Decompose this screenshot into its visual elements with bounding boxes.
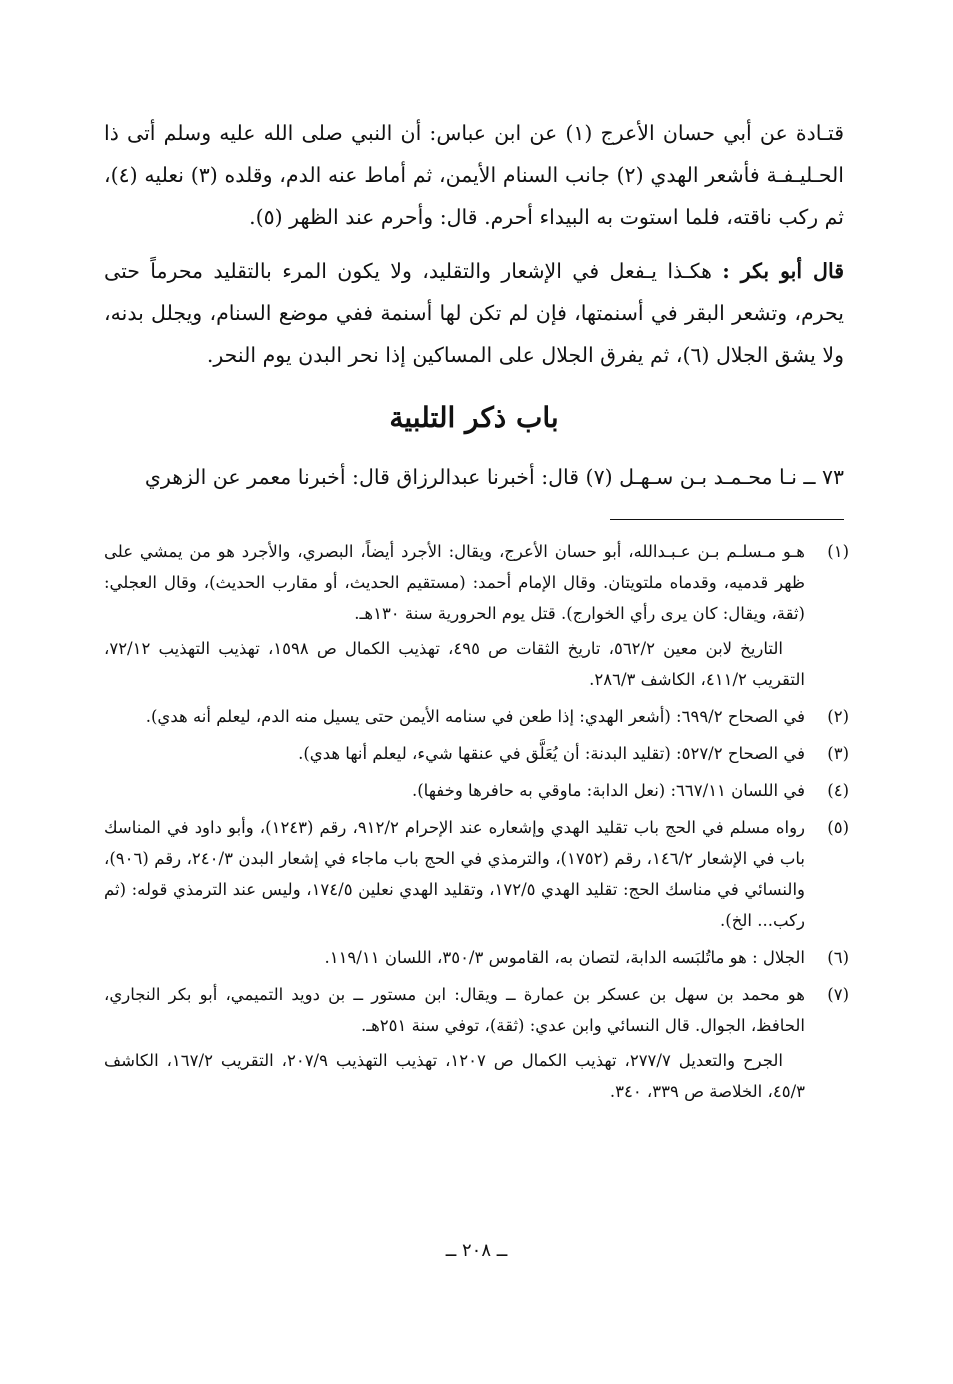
footnote-number: (٥) [827, 818, 849, 837]
footnote-item [104, 942, 849, 973]
footnote-text: في الصحاح ٥٢٧/٢: (تقليد البدنة: أن يُعَلَّق في عنقها شيء، ليعلم أنها هدي). [298, 744, 805, 763]
page-number: ــ ٢٠٨ ــ [445, 1240, 508, 1261]
footnote-sources: الجرح والتعديل ٢٧٧/٧، تهذيب الكمال ص ١٢٠٧، تهذيب التهذيب ٢٠٧/٩، التقريب ١٦٧/٢، الكاشف ٤٥/٣، الخلاصة ص ٣٣٩، ٣٤٠. [104, 1051, 805, 1101]
footnote-item [104, 536, 849, 695]
footnote-sources: التاريخ لابن معين ٥٦٢/٢، تاريخ الثقات ص ٤٩٥، تهذيب الكمال ص ١٥٩٨، تهذيب التهذيب ٧٢/١٢، التقريب ٤١١/٢، الكاشف ٢٨٦/٣. [104, 639, 805, 689]
footnote-text: الجلال : هو ماتُلبَسه الدابة، لتصان به، القاموس ٣٥٠/٣، اللسان ١١٩/١١. [324, 948, 805, 967]
footnote-text: هـو مـسلـم بـن عـبـدالله، أبو حسان الأعرج، ويقال: الأجرد أيضاً، البصري، والأجرد هو من يمشي على ظهر قدميه، وقدماه ملتويتان. وقال الإمام أحمد: (مستقيم الحديث، أو مقارب الحديث)، وقال العجلي: (ثقة، ويقال: كان يرى رأي الخوارج). قتل يوم الحرورية سنة ١٣٠هـ. [104, 542, 805, 623]
chapter-heading: باب ذكر التلبية [389, 401, 559, 434]
footnote-number: (٣) [827, 744, 849, 763]
footnote-text: هو محمد بن سهل بن عسكر بن عمارة ــ ويقال: ابن مستور ــ بن دويد التميمي، أبو بكر النجاري، الحافظ، الجوال. قال النسائي وابن عدي: (ثقة)، توفي سنة ٢٥١هـ. [104, 985, 805, 1035]
footnote-item [104, 701, 849, 732]
footnote-item [104, 812, 849, 936]
paragraph-abu-bakr-comment [104, 250, 844, 376]
footnote-item [104, 979, 849, 1107]
footnote-separator [610, 519, 844, 520]
footnote-text: في اللسان ٦٦٧/١١: (نعل الدابة: ماوقي به حافرها وخفها). [411, 781, 805, 800]
footnote-item [104, 775, 849, 806]
footnote-number: (٧) [827, 985, 849, 1004]
footnote-number: (٦) [827, 948, 849, 967]
speaker-label: قال أبو بكر : [722, 259, 844, 283]
footnote-item [104, 738, 849, 769]
footnote-number: (٤) [827, 781, 849, 800]
footnote-number: (٢) [827, 707, 849, 726]
footnote-text: في الصحاح ٦٩٩/٢: (أشعر الهدي: إذا طعن في سنامه الأيمن حتى يسيل منه الدم، ليعلم أنه هدي). [145, 707, 805, 726]
comment-text: هكـذا يـفعل في الإشعار والتقليد، ولا يكون المرء بالتقليد محرماً حتى يحرم، وتشعر البقر في أسنمتها، فإن لم تكن لها أسنمة ففي موضع السنام، ويجلل بدنه، ولا يشق الجلال (٦)، ثم يفرق الجلال على المساكين إذا نحر البدن يوم النحر. [104, 259, 844, 367]
paragraph-hadith-text: قتـادة عن أبي حسان الأعرج (١) عن ابن عباس: أن النبي صلى الله عليه وسلم أتى ذا الحـليـفـة فأشعر الهدي (٢) جانب السنام الأيمن، ثم أماط عنه الدم، وقلده (٣) نعليه (٤)، ثم ركب ناقته، فلما استوت به البيداء أحرم. قال: وأحرم عند الظهر (٥). [104, 121, 845, 229]
footnote-number: (١) [827, 542, 849, 561]
footnotes [104, 536, 849, 1113]
main-text [104, 112, 844, 510]
paragraph-hadith-73: ٧٣ ــ نـا محـمـد بـن سـهـل (٧) قال: أخبرنا عبدالرزاق قال: أخبرنا معمر عن الزهري [144, 465, 844, 489]
footnote-text: رواه مسلم في الحج باب تقليد الهدي وإشعاره عند الإحرام ٩١٢/٢، رقم (١٢٤٣)، وأبو داود في المناسك باب في الإشعار ١٤٦/٢، رقم (١٧٥٢)، والترمذي في الحج باب ماجاء في إشعار البدن ٢٤٠/٣، رقم (٩٠٦)، والنسائي في مناسك الحج: تقليد الهدي ١٧٢/٥، وتقليد الهدي نعلين ١٧٤/٥، وليس عند الترمذي قوله: (ثم ركب... الخ). [104, 818, 806, 930]
